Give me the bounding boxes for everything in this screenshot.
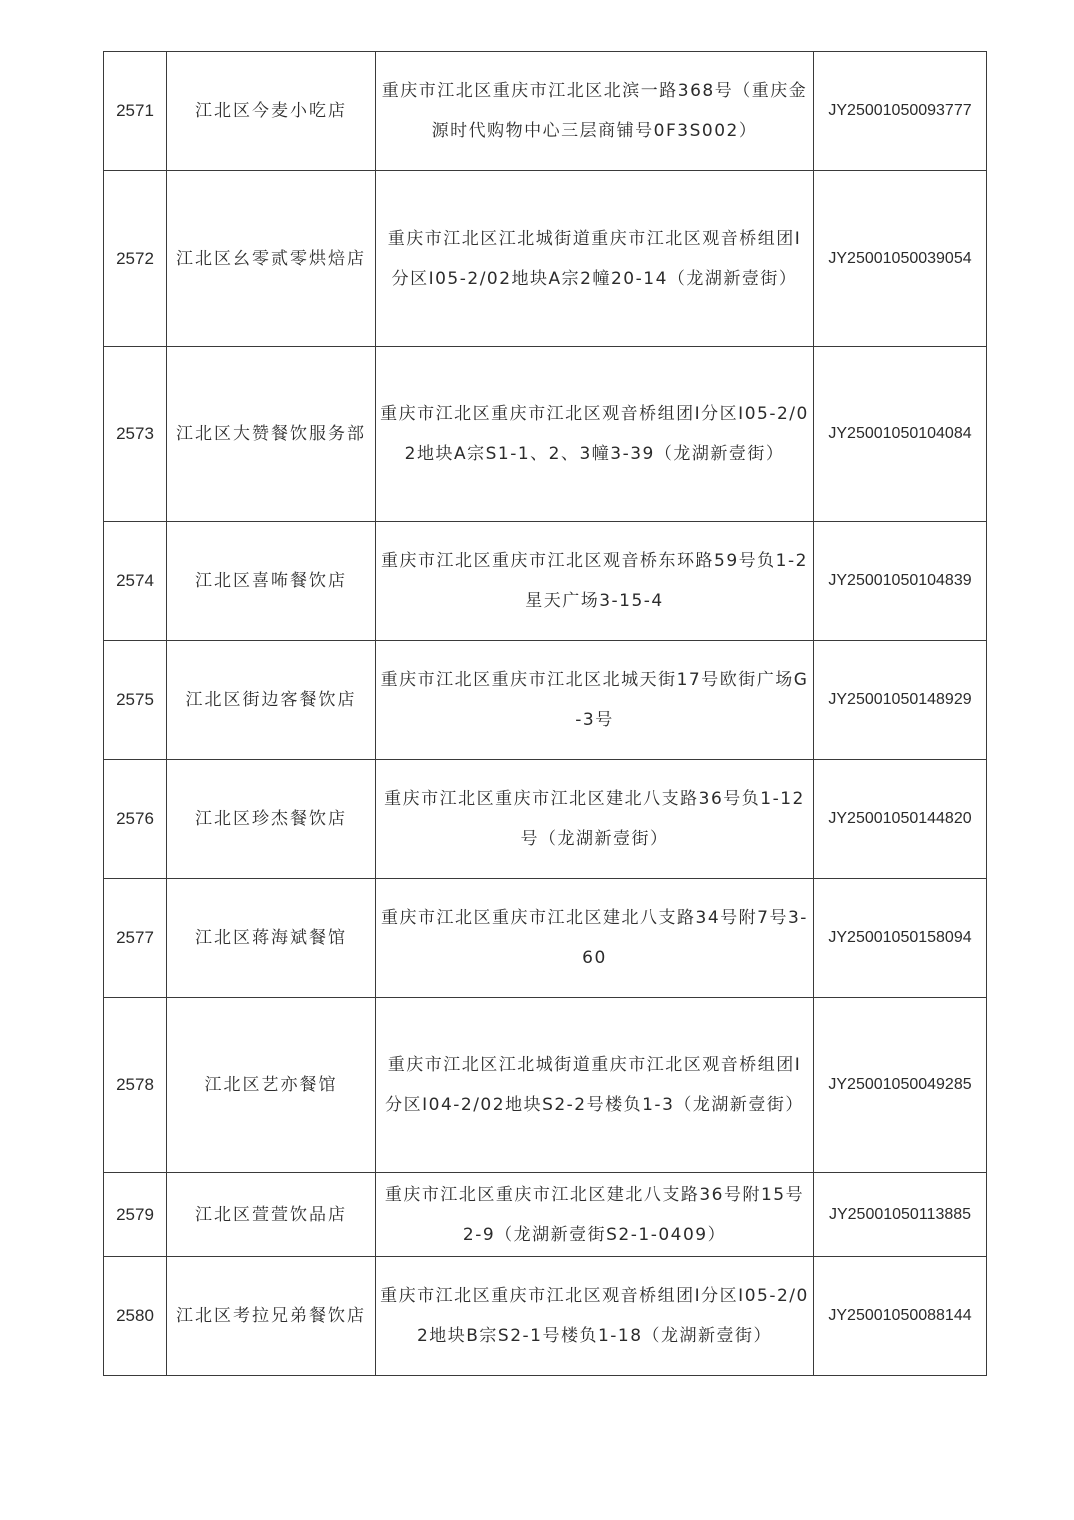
- business-name: 江北区大赞餐饮服务部: [167, 347, 376, 522]
- license-number: JY25001050104084: [814, 347, 987, 522]
- table-row: [104, 641, 987, 760]
- business-license-table: [103, 51, 987, 1376]
- table-row: [104, 760, 987, 879]
- row-number: 2573: [104, 347, 167, 522]
- business-address: 重庆市江北区重庆市江北区建北八支路36号负1-12号（龙湖新壹街）: [376, 760, 814, 879]
- license-number: JY25001050144820: [814, 760, 987, 879]
- row-number: 2575: [104, 641, 167, 760]
- business-address: 重庆市江北区重庆市江北区建北八支路36号附15号2-9（龙湖新壹街S2-1-0409）: [376, 1173, 814, 1257]
- business-address: 重庆市江北区江北城街道重庆市江北区观音桥组团Ⅰ分区I04-2/02地块S2-2号楼负1-3（龙湖新壹街）: [376, 998, 814, 1173]
- business-name: 江北区考拉兄弟餐饮店: [167, 1257, 376, 1376]
- business-name: 江北区喜咘餐饮店: [167, 522, 376, 641]
- license-number: JY25001050039054: [814, 171, 987, 347]
- license-number: JY25001050148929: [814, 641, 987, 760]
- table-row: [104, 522, 987, 641]
- business-address: 重庆市江北区重庆市江北区北城天街17号欧街广场G-3号: [376, 641, 814, 760]
- row-number: 2580: [104, 1257, 167, 1376]
- business-name: 江北区蒋海斌餐馆: [167, 879, 376, 998]
- table-row: [104, 171, 987, 347]
- table-row: [104, 52, 987, 171]
- business-name: 江北区珍杰餐饮店: [167, 760, 376, 879]
- business-address: 重庆市江北区重庆市江北区建北八支路34号附7号3-60: [376, 879, 814, 998]
- license-number: JY25001050049285: [814, 998, 987, 1173]
- license-number: JY25001050113885: [814, 1173, 987, 1257]
- business-address: 重庆市江北区重庆市江北区观音桥组团Ⅰ分区I05-2/02地块B宗S2-1号楼负1-18（龙湖新壹街）: [376, 1257, 814, 1376]
- table-row: [104, 998, 987, 1173]
- row-number: 2579: [104, 1173, 167, 1257]
- row-number: 2574: [104, 522, 167, 641]
- row-number: 2577: [104, 879, 167, 998]
- business-name: 江北区幺零贰零烘焙店: [167, 171, 376, 347]
- license-number: JY25001050093777: [814, 52, 987, 171]
- business-name: 江北区艺亦餐馆: [167, 998, 376, 1173]
- license-number: JY25001050088144: [814, 1257, 987, 1376]
- business-address: 重庆市江北区重庆市江北区北滨一路368号（重庆金源时代购物中心三层商铺号0F3S002）: [376, 52, 814, 171]
- table-row: [104, 879, 987, 998]
- business-address: 重庆市江北区重庆市江北区观音桥组团Ⅰ分区I05-2/02地块A宗S1-1、2、3幢3-39（龙湖新壹街）: [376, 347, 814, 522]
- row-number: 2571: [104, 52, 167, 171]
- table-row: [104, 1173, 987, 1257]
- business-name: 江北区街边客餐饮店: [167, 641, 376, 760]
- business-address: 重庆市江北区江北城街道重庆市江北区观音桥组团Ⅰ分区I05-2/02地块A宗2幢20-14（龙湖新壹街）: [376, 171, 814, 347]
- business-name: 江北区萱萱饮品店: [167, 1173, 376, 1257]
- license-number: JY25001050158094: [814, 879, 987, 998]
- row-number: 2578: [104, 998, 167, 1173]
- business-name: 江北区今麦小吃店: [167, 52, 376, 171]
- row-number: 2572: [104, 171, 167, 347]
- business-address: 重庆市江北区重庆市江北区观音桥东环路59号负1-2星天广场3-15-4: [376, 522, 814, 641]
- table-row: [104, 1257, 987, 1376]
- row-number: 2576: [104, 760, 167, 879]
- table-row: [104, 347, 987, 522]
- license-number: JY25001050104839: [814, 522, 987, 641]
